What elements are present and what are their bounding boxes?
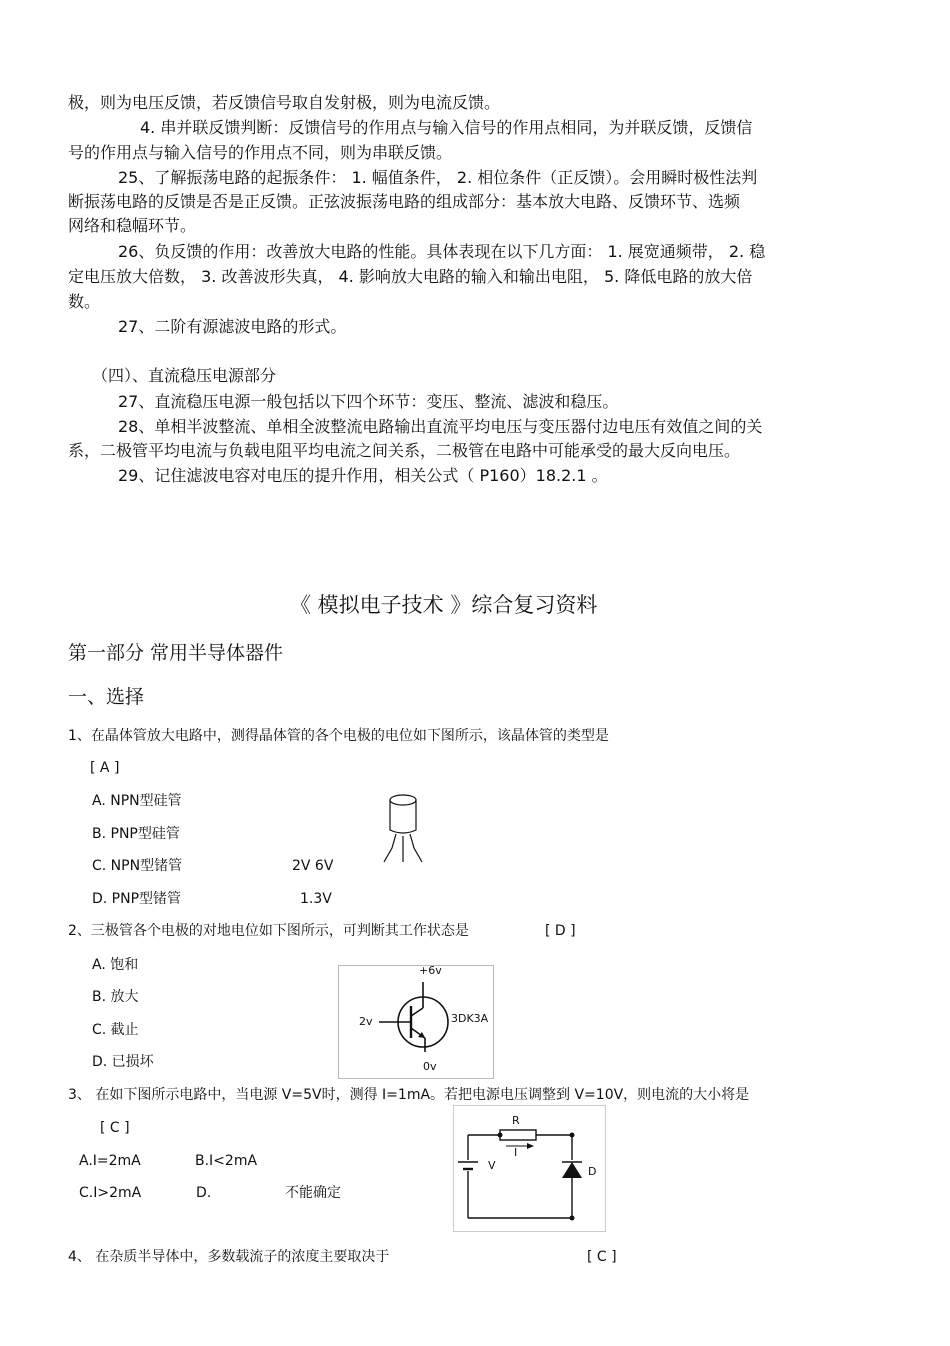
- body-line: 网络和稳幅环节。: [68, 216, 197, 235]
- part-title: 第一部分 常用半导体器件: [68, 642, 284, 664]
- question-3-option-d-text: 不能确定: [285, 1185, 341, 1201]
- question-1-option-a: A. NPN型硅管: [92, 793, 182, 809]
- question-2-option-b: B. 放大: [92, 989, 139, 1005]
- question-4-answer: [ C ]: [587, 1249, 617, 1265]
- body-line: 27、二阶有源滤波电路的形式。: [118, 317, 347, 336]
- current-label: I: [514, 1146, 518, 1159]
- diode-circuit-figure: [453, 1105, 606, 1232]
- question-3-option-a: A.I=2mA: [79, 1153, 141, 1169]
- question-2-option-c: C. 截止: [92, 1022, 139, 1038]
- figure-label-left: 2v: [359, 1015, 373, 1028]
- figure-label-top: +6v: [419, 964, 442, 977]
- question-2-option-a: A. 饱和: [92, 957, 139, 973]
- body-line: 26、负反馈的作用：改善放大电路的性能。具体表现在以下几方面： 1. 展宽通频带， 2. 稳: [118, 242, 766, 261]
- transistor-package-figure: [378, 790, 430, 870]
- body-line: 4. 串并联反馈判断：反馈信号的作用点与输入信号的作用点相同，为并联反馈，反馈信: [140, 118, 753, 137]
- section-heading: （四）、直流稳压电源部分: [92, 366, 277, 385]
- document-title: 《 模拟电子技术 》综合复习资料: [290, 593, 598, 617]
- body-line: 定电压放大倍数， 3. 改善波形失真， 4. 影响放大电路的输入和输出电阻， 5. 降低电路的放大倍: [68, 267, 753, 286]
- question-1-answer: [ A ]: [90, 760, 120, 776]
- transistor-bias-figure: [338, 965, 494, 1079]
- resistor-label: R: [512, 1114, 520, 1127]
- question-2-option-d: D. 已损坏: [92, 1054, 154, 1070]
- diode-label: D: [588, 1165, 597, 1178]
- body-line: 25、了解振荡电路的起振条件： 1. 幅值条件， 2. 相位条件（正反馈）。会用瞬时极性法判: [118, 168, 758, 187]
- section-title: 一、选择: [68, 686, 145, 708]
- question-2-answer: [ D ]: [545, 923, 576, 939]
- question-1-option-d: D. PNP型锗管: [92, 891, 182, 907]
- body-line: 断振荡电路的反馈是否是正反馈。正弦波振荡电路的组成部分：基本放大电路、反馈环节、选频: [68, 192, 741, 211]
- question-1-stem: 1、在晶体管放大电路中，测得晶体管的各个电极的电位如下图所示，该晶体管的类型是: [68, 728, 609, 744]
- question-3-option-b: B.I<2mA: [195, 1153, 258, 1169]
- question-3-option-d: D.: [196, 1185, 212, 1201]
- question-2-stem: 2、三极管各个电极的对地电位如下图所示，可判断其工作状态是: [68, 923, 469, 939]
- body-line: 极，则为电压反馈，若反馈信号取自发射极，则为电流反馈。: [68, 93, 501, 112]
- question-3-stem: 3、 在如下图所示电路中，当电源 V=5V时，测得 I=1mA。若把电源电压调整到 V=10V，则电流的大小将是: [68, 1087, 750, 1103]
- question-1-voltage-label: 1.3V: [300, 891, 332, 907]
- body-line: 系，二极管平均电流与负载电阻平均电流之间关系，二极管在电路中可能承受的最大反向电压。: [68, 441, 741, 460]
- figure-label-bottom: 0v: [423, 1060, 437, 1073]
- body-line: 27、直流稳压电源一般包括以下四个环节：变压、整流、滤波和稳压。: [118, 392, 619, 411]
- question-3-answer: [ C ]: [100, 1120, 130, 1136]
- question-1-option-c: C. NPN型锗管: [92, 858, 183, 874]
- voltage-source-label: V: [488, 1159, 496, 1172]
- question-3-option-c: C.I>2mA: [79, 1185, 142, 1201]
- question-1-option-b: B. PNP型硅管: [92, 826, 180, 842]
- question-1-voltage-labels: 2V 6V: [292, 858, 334, 874]
- body-line: 号的作用点与输入信号的作用点不同，则为串联反馈。: [68, 143, 453, 162]
- figure-model-label: 3DK3A: [451, 1012, 489, 1025]
- question-4-stem: 4、 在杂质半导体中，多数载流子的浓度主要取决于: [68, 1249, 390, 1265]
- body-line: 数。: [68, 292, 101, 311]
- body-line: 29、记住滤波电容对电压的提升作用，相关公式（ P160）18.2.1 。: [118, 466, 608, 485]
- body-line: 28、单相半波整流、单相全波整流电路输出直流平均电压与变压器付边电压有效值之间的关: [118, 417, 763, 436]
